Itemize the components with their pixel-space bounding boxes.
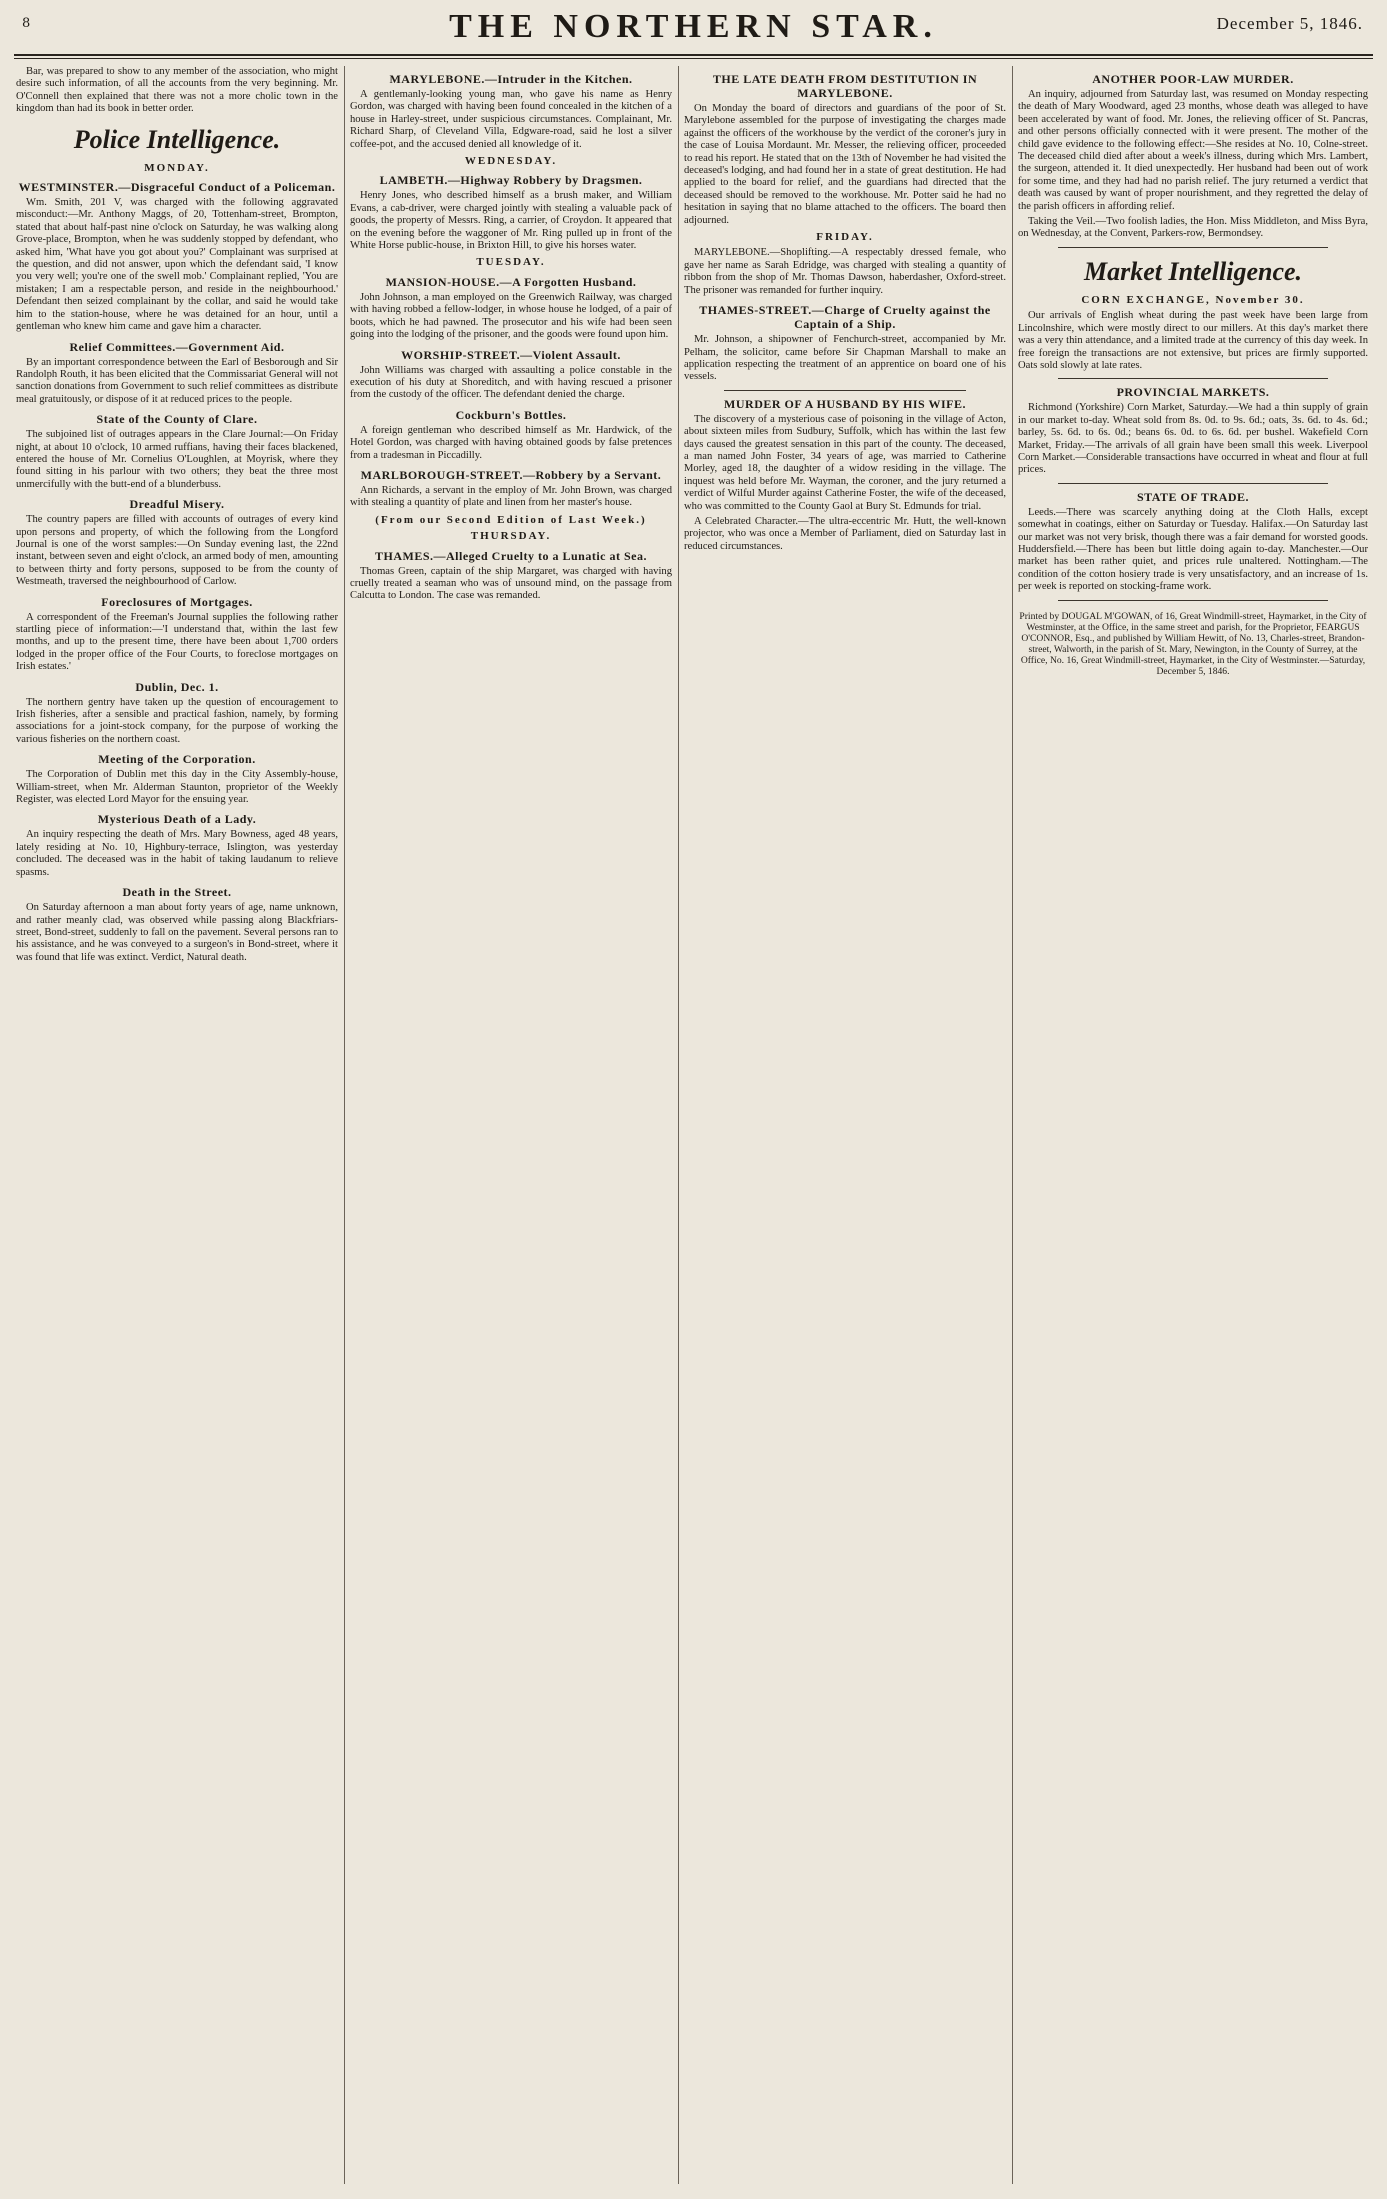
day-heading: FRIDAY. bbox=[816, 231, 874, 244]
article-body: Wm. Smith, 201 V, was charged with the following aggravated misconduct:—Mr. Anthony Maggs, of 20, Tottenham-street, Brompton, stated that about half-past nine o'clock on Saturday, he was walking along Grove-place, Brompton, when he was suddenly stopped by defendant, who asked him, 'What have you got about you?' Complainant was surprised at the question, and did not answer, upon which the defendant said, 'I know you very well; you're one of the swell mob.' Complainant replied, 'You are mistaken; I am a respectable person, and reside in the neighbourhood.' Defendant then seized complainant by the collar, and said he would take him to the station-house, where he was detained for an hour, until a gentleman who knew him came and gave him a character. bbox=[16, 197, 338, 333]
column-3 bbox=[684, 66, 1006, 2184]
article-heading: Relief Committees.—Government Aid. bbox=[69, 339, 285, 354]
article-heading: THAMES-STREET.—Charge of Cruelty against the Captain of a Ship. bbox=[699, 303, 991, 332]
article-body: A correspondent of the Freeman's Journal supplies the following rather startling piece of information:—'I understand that, within the last few months, and up to the present time, there have been about 1,700 orders lodged in the proper office of the Four Courts, to foreclose mortgages on Irish estates.' bbox=[16, 611, 338, 673]
day-heading: MONDAY. bbox=[144, 161, 210, 174]
article-heading: CORN EXCHANGE, November 30. bbox=[1081, 293, 1305, 306]
masthead bbox=[0, 0, 1387, 62]
article-body: The Corporation of Dublin met this day in the City Assembly-house, William-street, when Mr. Alderman Staunton, proprietor of the Weekly Register, was elected Lord Mayor for the ensuing year. bbox=[16, 769, 338, 806]
article-body: Our arrivals of English wheat during the past week have been large from Lincolnshire, which were mostly direct to our millers. At this day's market there was a very thin attendance, and a limited trade at the currency of this day week. In free foreign the transactions are not extensive, but prices are firmly supported. Oats sold slowly at late rates. bbox=[1018, 310, 1368, 371]
column-2 bbox=[350, 66, 672, 2184]
article-body: A gentlemanly-looking young man, who gave his name as Henry Gordon, was charged with having been found concealed in the kitchen of a house in Harley-street, under suspicious circumstances. Complainant, Mr. Richard Sharp, of Cleveland Villa, Edgware-road, said he lost a silver coffee-pot, and the accused denied all knowledge of it. bbox=[350, 89, 672, 150]
article-body: John Williams was charged with assaulting a police constable in the execution of his duty at Shoreditch, and with having rescued a prisoner from the custody of the officer. The defendant denied the charge. bbox=[350, 364, 672, 401]
article-body: The northern gentry have taken up the question of encouragement to Irish fisheries, after a sensible and practical fashion, namely, by forming associations for a joint-stock company, for the purpose of working the various fisheries on the northern coast. bbox=[16, 696, 338, 745]
article-body: An inquiry respecting the death of Mrs. Mary Bowness, aged 48 years, lately residing at No. 10, Highbury-terrace, Islington, was yesterday concluded. The deceased was in the habit of taking laudanum to relieve spasms. bbox=[16, 829, 338, 878]
column-4 bbox=[1018, 66, 1368, 2184]
article-body: Mr. Johnson, a shipowner of Fenchurch-street, accompanied by Mr. Pelham, the solicitor, came before Sir Chapman Marshall to make an application respecting the treatment of an apprentice on board one of his vessels. bbox=[684, 334, 1006, 383]
article-body: On Saturday afternoon a man about forty years of age, name unknown, and rather meanly clad, was observed while passing along Blackfriars-street, Bond-street, suddenly to fall on the pavement. Several persons ran to his assistance, and he was conveyed to a surgeon's in Bond-street, where it was found that life was extinct. Verdict, Natural death. bbox=[16, 902, 338, 963]
article-heading: PROVINCIAL MARKETS. bbox=[1116, 385, 1270, 400]
article-heading: Cockburn's Bottles. bbox=[455, 407, 567, 422]
header-rule bbox=[14, 54, 1373, 56]
article-intro: Bar, was prepared to show to any member of the association, who might desire such information, of all the accounts from the very beginning. Mr. O'Connell then explained that there was not a more cholic town in the kingdom than had its book in better order. bbox=[16, 66, 338, 115]
article-body: The country papers are filled with accounts of outrages of every kind upon persons and property, of which the following from the Longford Journal is one of the worst samples:—On Sunday evening last, the 22nd instant, between seven and eight o'clock, an armed body of men, amounting to between thirty and forty persons, supposed to be from the county of Westmeath, traversed the neighbourhood of Carlow. bbox=[16, 514, 338, 588]
article-body: An inquiry, adjourned from Saturday last, was resumed on Monday respecting the death of Mary Woodward, aged 23 months, whose death was alleged to have been accelerated by want of food. Mr. Jones, the relieving officer of St. Pancras, and other persons officially connected with it were present. The mother of the child gave evidence to the following effect:—She resides at No. 10, Colne-street. The deceased child died after about a week's illness, during which Mrs. Lambert, the surgeon, attended it. It died unexpectedly. Her husband had been out of work for some time, and they had had no parish relief. The jury returned a verdict that death was caused by want of proper nourishment, and they regretted the delay of the parish officers in affording relief. bbox=[1018, 89, 1368, 212]
article-body: Richmond (Yorkshire) Corn Market, Saturday.—We had a thin supply of grain in our market to-day. Wheat sold from 8s. 0d. to 9s. 6d.; oats, 3s. 6d. to 4s. 6d.; barley, 5s. 6d. to 6s. 0d.; beans 6s. 0d. to 6s. 6d. per bushel. Wakefield Corn Market, Friday.—The arrivals of all grain have been small this week. Liverpool Corn Market.—Considerable transactions have occurred in wheat and flour at full prices. bbox=[1018, 402, 1368, 476]
article-body: John Johnson, a man employed on the Greenwich Railway, was charged with having robbed a fellow-lodger, in whose house he lodged, of a pair of boots, which he had pawned. The prosecutor and his wife had been seen going into the lodging of the prisoner, and the goods were found upon him. bbox=[350, 291, 672, 341]
article-body: MARYLEBONE.—Shoplifting.—A respectably dressed female, who gave her name as Sarah Edridge, was charged with stealing a quantity of ribbon from the shop of Mr. Thomas Dawson, haberdasher, Oxford-street. The prisoner was remanded for further inquiry. bbox=[684, 247, 1006, 296]
article-heading: MANSION-HOUSE.—A Forgotten Husband. bbox=[385, 274, 637, 289]
section-rule bbox=[1058, 483, 1328, 484]
article-body: On Monday the board of directors and guardians of the poor of St. Marylebone assembled for the purpose of investigating the charges made against the officers of the workhouse by the verdict of the coroner's jury in the case of Louisa Mordaunt. Mr. Messer, the relieving officer, proceeded to read his report. He stated that on the 13th of November he had visited the deceased's lodging, and had found her in a state of great destitution. He had applied to the board for relief, and the guardians had directed that the deceased should be removed to the workhouse. Mr. Potter said he had no hesitation in saying that no blame attached to the officers. The board then adjourned. bbox=[684, 103, 1006, 226]
article-heading: ANOTHER POOR-LAW MURDER. bbox=[1092, 72, 1294, 86]
issue-date: December 5, 1846. bbox=[1216, 14, 1363, 33]
article-heading: MARYLEBONE.—Intruder in the Kitchen. bbox=[389, 72, 633, 86]
column-divider bbox=[678, 66, 679, 2184]
article-body: A Celebrated Character.—The ultra-eccentric Mr. Hutt, the well-known projector, who was once a Member of Parliament, died on Saturday last in reduced circumstances. bbox=[684, 515, 1006, 552]
article-heading: Death in the Street. bbox=[122, 885, 232, 900]
column-1 bbox=[16, 66, 338, 2184]
article-heading: Meeting of the Corporation. bbox=[98, 752, 256, 767]
article-heading: WESTMINSTER.—Disgraceful Conduct of a Policeman. bbox=[18, 180, 336, 195]
section-title-police: Police Intelligence. bbox=[73, 124, 281, 154]
article-body: By an important correspondence between the Earl of Besborough and Sir Randolph Routh, it has been elicited that the Commissariat General will not sanction donations from Government to such relief committees as distribute meal gratuitously, or dispose of it at reduced prices to the people. bbox=[16, 356, 338, 405]
column-divider bbox=[344, 66, 345, 2184]
day-heading: WEDNESDAY. bbox=[464, 155, 558, 168]
article-heading: STATE OF TRADE. bbox=[1136, 489, 1250, 504]
column-divider bbox=[1012, 66, 1013, 2184]
article-body: The subjoined list of outrages appears in the Clare Journal:—On Friday night, at about 10 o'clock, 10 armed ruffians, having their faces blackened, entered the house of Mr. Cornelius O'Loughlen, at Moyrisk, where they found sitting in his parlour with two others; they beat the three most unmercifully with the butt-end of a blunderbuss. bbox=[16, 429, 338, 490]
day-heading: TUESDAY. bbox=[476, 256, 546, 269]
article-body: Thomas Green, captain of the ship Margaret, was charged with having cruelly treated a seaman who was of unsound mind, on the passage from Calcutta to London. The case was remanded. bbox=[350, 565, 672, 602]
article-heading: THAMES.—Alleged Cruelty to a Lunatic at Sea. bbox=[375, 548, 647, 563]
article-heading: THE LATE DEATH FROM DESTITUTION IN MARYLEBONE. bbox=[712, 72, 978, 100]
article-body: Ann Richards, a servant in the employ of Mr. John Brown, was charged with stealing a quantity of plate and linen from her master's house. bbox=[350, 484, 672, 509]
article-heading: Mysterious Death of a Lady. bbox=[97, 812, 257, 827]
section-rule bbox=[1058, 247, 1328, 248]
article-body: The discovery of a mysterious case of poisoning in the village of Acton, about sixteen miles from Sudbury, Suffolk, which has within the last few days caused the greatest sensation in this part of the county. The deceased, a man named John Foster, 34 years of age, was married to Catherine Morley, aged 18, the daughter of a widow residing in the village. The inquest was held before Mr. Wayman, the coroner, and the jury returned a verdict of Wilful Murder against Catherine Foster, the wife of the deceased, who was committed to the County Gaol at Bury St. Edmunds for trial. bbox=[684, 413, 1006, 512]
article-heading: State of the County of Clare. bbox=[96, 412, 258, 427]
section-rule bbox=[724, 390, 966, 391]
edition-note: (From our Second Edition of Last Week.) bbox=[375, 513, 647, 526]
article-heading: LAMBETH.—Highway Robbery by Dragsmen. bbox=[379, 173, 643, 188]
article-heading: WORSHIP-STREET.—Violent Assault. bbox=[401, 347, 621, 362]
article-heading: Foreclosures of Mortgages. bbox=[101, 594, 253, 609]
section-rule bbox=[1058, 378, 1328, 379]
article-body: Henry Jones, who described himself as a brush maker, and William Evans, a cab-driver, were charged jointly with stealing a valuable pack of goods, the property of Messrs. Ring, a carrier, of Croydon. It appeared that on the evening before the waggoner of Mr. Ring pulled up in front of the White Horse public-house, in Brixton Hill, to give his horses water. bbox=[350, 190, 672, 252]
article-heading: MURDER OF A HUSBAND BY HIS WIFE. bbox=[724, 396, 966, 411]
printer-imprint: Printed by DOUGAL M'GOWAN, of 16, Great Windmill-street, Haymarket, in the City of Westminster, at the Office, in the same street and parish, for the Proprietor, FEARGUS O'CONNOR, Esq., and published by William Hewitt, of No. 13, Charles-street, Brandon-street, Walworth, in the parish of St. Mary, Newington, in the County of Surrey, at the Office, No. 16, Great Windmill-street, Haymarket, in the City of Westminster.—Saturday, December 5, 1846. bbox=[1019, 610, 1367, 677]
day-heading: THURSDAY. bbox=[470, 530, 552, 543]
page-number: 8 bbox=[22, 16, 31, 31]
article-heading: Dreadful Misery. bbox=[129, 497, 225, 512]
section-title-market: Market Intelligence. bbox=[1083, 256, 1303, 286]
article-body: Taking the Veil.—Two foolish ladies, the Hon. Miss Middleton, and Miss Byra, on Wednesday, at the Convent, Parkers-row, Bermondsey. bbox=[1018, 216, 1368, 240]
article-body: A foreign gentleman who described himself as Mr. Hardwick, of the Hotel Gordon, was charged with having obtained goods by false pretences from a tradesman in Piccadilly. bbox=[350, 424, 672, 461]
article-body: Leeds.—There was scarcely anything doing at the Cloth Halls, except somewhat in coatings, either on Saturday or Tuesday. Halifax.—On Saturday last our market was not very brisk, though there was a fair demand for worsted goods. Huddersfield.—There has been but little doing again to-day. Manchester.—Our market has been rather quiet, and prices rule unaltered. Nottingham.—The condition of the cotton hosiery trade is very unsatisfactory, and an increase of 1s. per week is reported on stocking-frame work. bbox=[1018, 506, 1368, 593]
newspaper-title: THE NORTHERN STAR. bbox=[449, 8, 938, 45]
section-rule bbox=[1058, 600, 1328, 601]
article-heading: Dublin, Dec. 1. bbox=[135, 679, 219, 694]
header-rule-thin bbox=[14, 58, 1373, 59]
article-heading: MARLBOROUGH-STREET.—Robbery by a Servant. bbox=[360, 467, 662, 482]
